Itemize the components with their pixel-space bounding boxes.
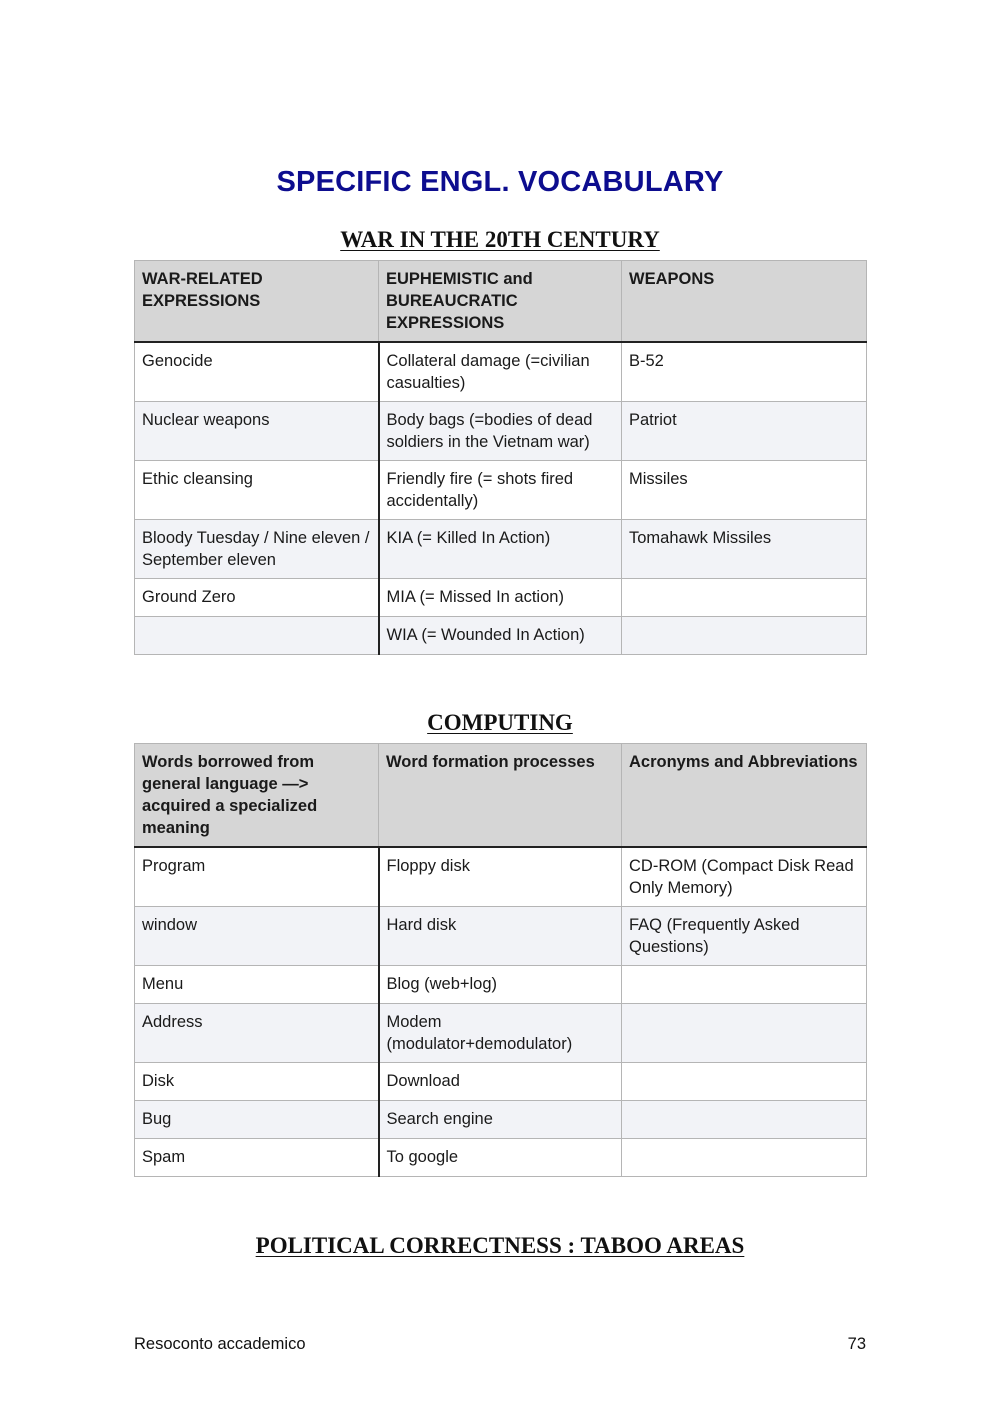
table-cell xyxy=(622,1063,867,1101)
table-cell xyxy=(622,1004,867,1063)
table-cell: Nuclear weapons xyxy=(135,402,379,461)
table-cell xyxy=(622,579,867,617)
footer-publication-name: Resoconto accademico xyxy=(134,1335,306,1353)
table-cell: Body bags (=bodies of dead soldiers in the Vietnam war) xyxy=(379,402,622,461)
table-cell: To google xyxy=(379,1139,622,1177)
table-cell: Friendly fire (= shots fired accidentally) xyxy=(379,461,622,520)
table-row xyxy=(135,1063,867,1101)
table-row xyxy=(135,461,867,520)
section-heading-war xyxy=(0,227,1000,253)
page-number: 73 xyxy=(847,1335,866,1353)
table-cell: window xyxy=(135,907,379,966)
table-row xyxy=(135,966,867,1004)
table-row xyxy=(135,402,867,461)
table-row xyxy=(135,617,867,655)
section-heading-computing xyxy=(0,710,1000,736)
table-cell: Address xyxy=(135,1004,379,1063)
table-cell: Bug xyxy=(135,1101,379,1139)
table-cell: CD-ROM (Compact Disk Read Only Memory) xyxy=(622,847,867,907)
table-row xyxy=(135,342,867,402)
table-row xyxy=(135,1139,867,1177)
section-heading-computing-text: COMPUTING xyxy=(427,710,573,735)
table-cell: Download xyxy=(379,1063,622,1101)
table-cell: FAQ (Frequently Asked Questions) xyxy=(622,907,867,966)
table-row xyxy=(135,520,867,579)
table-cell: MIA (= Missed In action) xyxy=(379,579,622,617)
table-cell: Disk xyxy=(135,1063,379,1101)
table-cell: Tomahawk Missiles xyxy=(622,520,867,579)
table-cell xyxy=(622,617,867,655)
column-header: EUPHEMISTIC and BUREAUCRATIC EXPRESSIONS xyxy=(379,261,622,343)
table-row xyxy=(135,1101,867,1139)
table-cell: Hard disk xyxy=(379,907,622,966)
section-heading-political-correctness-text: POLITICAL CORRECTNESS : TABOO AREAS xyxy=(255,1233,745,1258)
table-header-row xyxy=(135,261,867,343)
table-row xyxy=(135,907,867,966)
table-cell xyxy=(622,1139,867,1177)
table-cell xyxy=(135,617,379,655)
table-cell: Missiles xyxy=(622,461,867,520)
table-cell: Ethic cleansing xyxy=(135,461,379,520)
table-cell: WIA (= Wounded In Action) xyxy=(379,617,622,655)
table-cell: Bloody Tuesday / Nine eleven / September eleven xyxy=(135,520,379,579)
column-header: Acronyms and Abbreviations xyxy=(622,744,867,848)
table-cell: Modem (modulator+demodulator) xyxy=(379,1004,622,1063)
table-cell: Search engine xyxy=(379,1101,622,1139)
column-header: WAR-RELATED EXPRESSIONS xyxy=(135,261,379,343)
table-cell: Collateral damage (=civilian casualties) xyxy=(379,342,622,402)
table-cell: Ground Zero xyxy=(135,579,379,617)
table-row xyxy=(135,847,867,907)
table-header-row xyxy=(135,744,867,848)
column-header: WEAPONS xyxy=(622,261,867,343)
table-row xyxy=(135,1004,867,1063)
column-header: Words borrowed from general language —> acquired a specialized meaning xyxy=(135,744,379,848)
page-title: SPECIFIC ENGL. VOCABULARY xyxy=(276,166,724,198)
table-cell: Blog (web+log) xyxy=(379,966,622,1004)
table-cell xyxy=(622,1101,867,1139)
war-vocabulary-table xyxy=(134,260,867,655)
computing-vocabulary-table xyxy=(134,743,867,1177)
table-cell: Program xyxy=(135,847,379,907)
table-cell: Spam xyxy=(135,1139,379,1177)
table-cell: Menu xyxy=(135,966,379,1004)
table-cell: Patriot xyxy=(622,402,867,461)
table-cell xyxy=(622,966,867,1004)
table-cell: Floppy disk xyxy=(379,847,622,907)
table-cell: KIA (= Killed In Action) xyxy=(379,520,622,579)
column-header: Word formation processes xyxy=(379,744,622,848)
section-heading-political-correctness xyxy=(0,1233,1000,1259)
table-cell: B-52 xyxy=(622,342,867,402)
section-heading-war-text: WAR IN THE 20TH CENTURY xyxy=(340,227,660,252)
table-cell: Genocide xyxy=(135,342,379,402)
table-row xyxy=(135,579,867,617)
